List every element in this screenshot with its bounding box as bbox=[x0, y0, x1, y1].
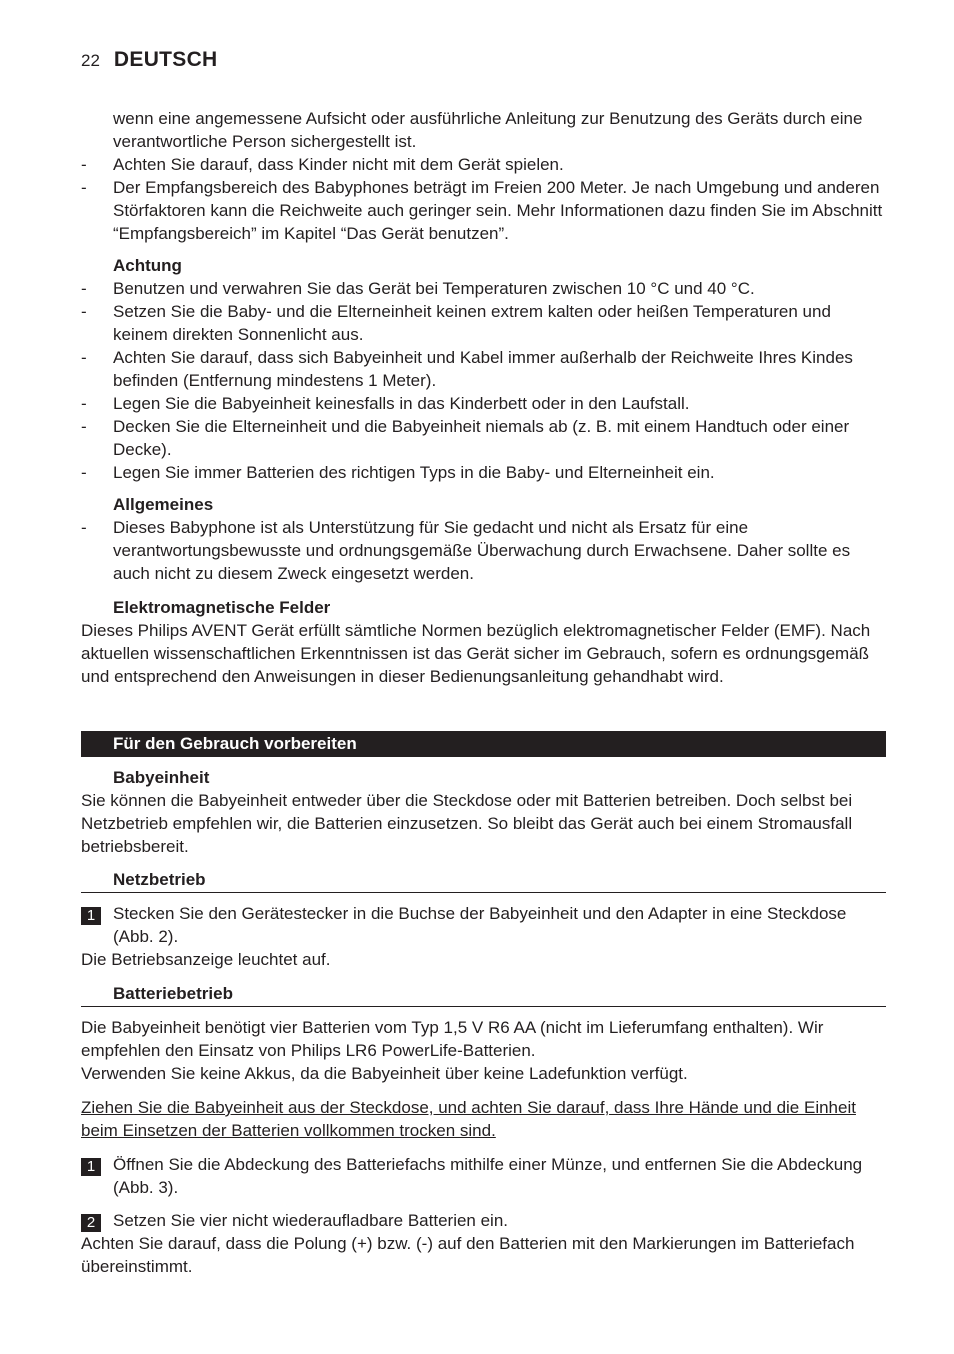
list-item: - Legen Sie immer Batterien des richtigen Typs in die Baby- und Elterneinheit ein. bbox=[81, 463, 715, 482]
babyeinheit-text: Sie können die Babyeinheit entweder über die Steckdose oder mit Batterien betreiben. Doch selbst bei Netzbetrieb empfehlen wir, die Batterien einzusetzen. So bleibt das Gerät auch bei einem Stromausfall betriebsbereit. bbox=[81, 791, 853, 856]
netzbetrieb-note: Die Betriebsanzeige leuchtet auf. bbox=[81, 950, 331, 969]
emf-block bbox=[81, 596, 886, 688]
list-item: - Setzen Sie die Baby- und die Elterneinheit keinen extrem kalten oder heißen Temperaturen und keinem direkten Sonnenlicht aus. bbox=[81, 302, 831, 344]
polarity-note: Achten Sie darauf, dass die Polung (+) bzw. (-) auf den Batterien mit den Markierungen im Batteriefach übereinstimmt. bbox=[81, 1234, 855, 1276]
step-text: Öffnen Sie die Abdeckung des Batteriefachs mithilfe einer Münze, und entfernen Sie die Abdeckung (Abb. 3). bbox=[113, 1155, 863, 1197]
section-title-bar bbox=[81, 731, 886, 757]
step-text: Setzen Sie vier nicht wiederaufladbare Batterien ein. bbox=[113, 1211, 509, 1230]
page-number: 22 bbox=[81, 51, 100, 70]
step-number-badge: 1 bbox=[81, 1158, 101, 1176]
list-item: - Achten Sie darauf, dass Kinder nicht mit dem Gerät spielen. bbox=[81, 155, 564, 174]
allgemeines-heading: Allgemeines bbox=[113, 495, 214, 514]
step-item bbox=[81, 902, 886, 948]
battery-step-1 bbox=[81, 1153, 886, 1199]
achtung-block bbox=[81, 254, 886, 484]
allgemeines-block bbox=[81, 493, 886, 585]
babyeinheit-block bbox=[81, 766, 886, 858]
list-item: - Benutzen und verwahren Sie das Gerät bei Temperaturen zwischen 10 °C und 40 °C. bbox=[81, 279, 755, 298]
emf-text: Dieses Philips AVENT Gerät erfüllt sämtliche Normen bezüglich elektromagnetischer Felder (EMF). Nach aktuellen wissenschaftlichen Erkenntnissen ist das Gerät sicher im Gebrauch, sofern es ordnungsgemäß und entsprechend den Anweisungen in dieser Bedienungsanleitung gehandhabt wird. bbox=[81, 621, 871, 686]
list-item: - Legen Sie die Babyeinheit keinesfalls in das Kinderbett oder in den Laufstall. bbox=[81, 394, 690, 413]
list-item: - Der Empfangsbereich des Babyphones beträgt im Freien 200 Meter. Je nach Umgebung und anderen Störfaktoren kann die Reichweite auch geringer sein. Mehr Informationen dazu finden Sie im Abschnitt “Empfangsbereich” im Kapitel “Das Gerät benutzen”. bbox=[81, 178, 883, 243]
step-number-badge: 2 bbox=[81, 1214, 101, 1232]
list-item: - Decken Sie die Elterneinheit und die Babyeinheit niemals ab (z. B. mit einem Handtuch oder einer Decke). bbox=[81, 417, 850, 459]
batteriebetrieb-heading: Batteriebetrieb bbox=[113, 984, 233, 1003]
section-title: Für den Gebrauch vorbereiten bbox=[113, 734, 357, 753]
babyeinheit-heading: Babyeinheit bbox=[113, 768, 210, 787]
language-title: DEUTSCH bbox=[113, 48, 218, 71]
step-item bbox=[81, 1153, 886, 1199]
step-item bbox=[81, 1209, 886, 1232]
intro-block bbox=[81, 107, 886, 245]
netzbetrieb-block bbox=[81, 902, 886, 971]
batteriebetrieb-text-1: Die Babyeinheit benötigt vier Batterien vom Typ 1,5 V R6 AA (nicht im Lieferumfang enthalten). Wir empfehlen den Einsatz von Philips LR6 PowerLife-Batterien. bbox=[81, 1018, 824, 1060]
step-number-badge: 1 bbox=[81, 907, 101, 925]
emf-heading: Elektromagnetische Felder bbox=[113, 598, 331, 617]
battery-step-2 bbox=[81, 1209, 886, 1278]
step-text: Stecken Sie den Gerätestecker in die Buchse der Babyeinheit und den Adapter in eine Steckdose (Abb. 2). bbox=[113, 904, 847, 946]
batteriebetrieb-block bbox=[81, 1016, 886, 1085]
warning-block bbox=[81, 1096, 861, 1142]
intro-continuation: wenn eine angemessene Aufsicht oder ausführliche Anleitung zur Benutzung des Geräts durch eine verantwortliche Person sichergestellt ist. bbox=[113, 109, 863, 151]
netzbetrieb-heading-rule bbox=[81, 868, 886, 893]
battery-warning: Ziehen Sie die Babyeinheit aus der Steckdose, und achten Sie darauf, dass Ihre Hände und die Einheit beim Einsetzen der Batterien vollkommen trocken sind. bbox=[81, 1098, 856, 1140]
netzbetrieb-heading: Netzbetrieb bbox=[113, 870, 206, 889]
achtung-heading: Achtung bbox=[113, 256, 182, 275]
list-item: - Achten Sie darauf, dass sich Babyeinheit und Kabel immer außerhalb der Reichweite Ihres Kindes befinden (Entfernung mindestens 1 Meter). bbox=[81, 348, 853, 390]
batteriebetrieb-text-2: Verwenden Sie keine Akkus, da die Babyeinheit über keine Ladefunktion verfügt. bbox=[81, 1064, 688, 1083]
list-item: - Dieses Babyphone ist als Unterstützung für Sie gedacht und nicht als Ersatz für eine verantwortungsbewusste und ordnungsgemäße Überwachung durch Erwachsene. Daher sollte es auch nicht zu diesem Zweck eingesetzt werden. bbox=[81, 518, 851, 583]
page-header bbox=[81, 48, 218, 74]
batteriebetrieb-heading-rule bbox=[81, 982, 886, 1007]
